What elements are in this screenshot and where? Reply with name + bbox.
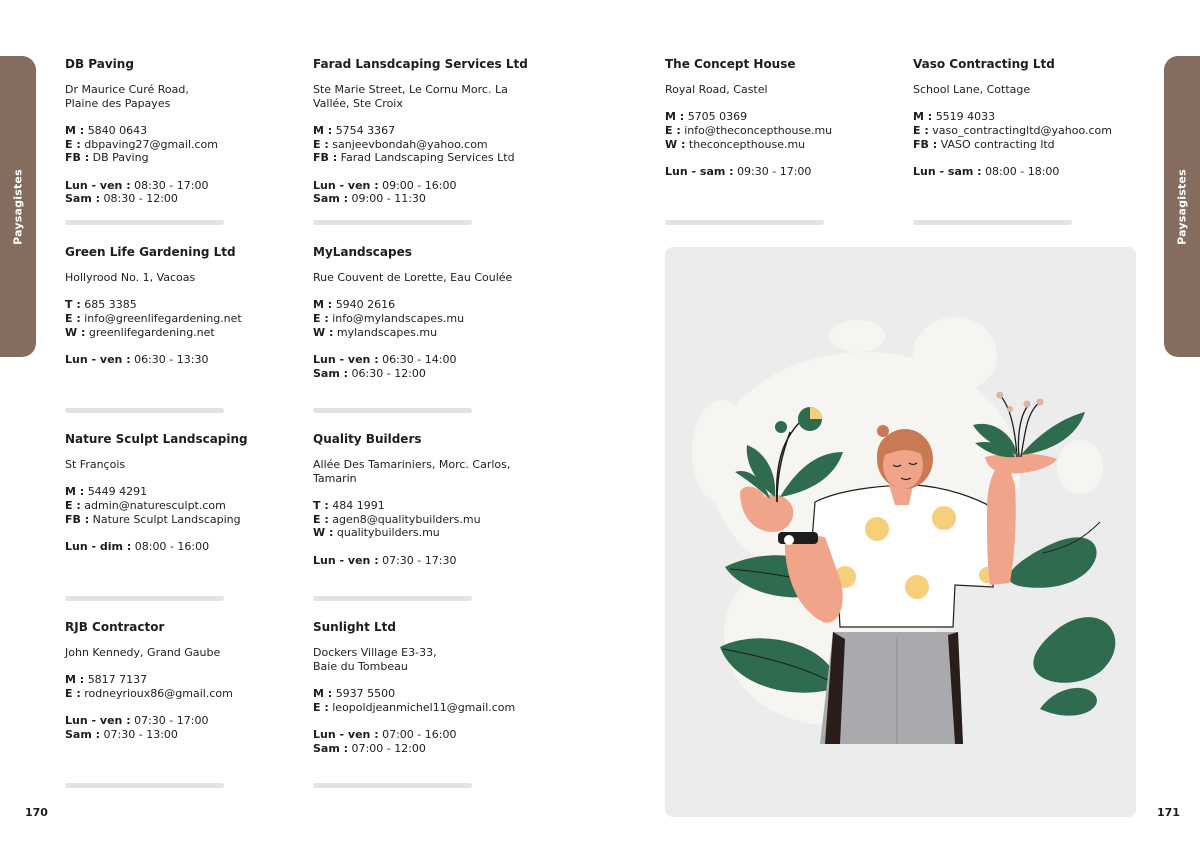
contact-line	[313, 526, 553, 540]
contact-value: 5840 0643	[87, 123, 148, 137]
contact-key: FB :	[313, 151, 338, 165]
contact-key: W :	[665, 137, 686, 151]
address-line: Baie du Tombeau	[313, 659, 408, 673]
contact-key: E :	[313, 700, 329, 714]
separator-rule	[65, 783, 224, 788]
contact-details	[65, 485, 305, 526]
hours-line	[65, 540, 305, 554]
contact-key: M :	[665, 110, 685, 124]
contact-details	[913, 110, 1153, 151]
address-line: Rue Couvent de Lorette, Eau Coulée	[313, 271, 513, 284]
contact-value: dbpaving27@gmail.com	[84, 137, 218, 151]
hours-line	[65, 714, 305, 728]
address-line: John Kennedy, Grand Gaube	[65, 646, 221, 659]
section-tab-left	[0, 56, 36, 357]
hours-time: 06:30 - 14:00	[382, 352, 457, 366]
contact-line	[65, 312, 305, 326]
contact-key: E :	[65, 686, 81, 700]
company-entry	[65, 432, 305, 567]
contact-value: 5817 7137	[87, 673, 148, 687]
address-line: St François	[65, 458, 126, 471]
contact-value: Nature Sculpt Landscaping	[92, 512, 241, 526]
hours-time: 08:00 - 18:00	[985, 164, 1060, 178]
company-entry	[313, 57, 553, 219]
hours-line	[313, 728, 553, 742]
hours-days: Lun - sam :	[665, 164, 734, 178]
contact-line	[913, 138, 1153, 152]
hours-days: Lun - ven :	[65, 352, 131, 366]
contact-key: E :	[65, 311, 81, 325]
opening-hours	[65, 714, 305, 741]
hours-days: Lun - ven :	[313, 727, 379, 741]
contact-line	[913, 110, 1153, 124]
contact-key: E :	[665, 123, 681, 137]
hours-time: 06:30 - 12:00	[351, 366, 426, 380]
opening-hours	[913, 165, 1153, 179]
contact-key: T :	[65, 298, 81, 312]
company-entry	[65, 57, 305, 219]
contact-key: M :	[313, 686, 333, 700]
hours-time: 07:00 - 12:00	[351, 741, 426, 755]
opening-hours	[65, 179, 305, 206]
opening-hours	[313, 554, 553, 568]
contact-key: FB :	[65, 512, 90, 526]
contact-value: 484 1991	[332, 498, 385, 512]
hours-days: Sam :	[65, 192, 101, 206]
separator-rule	[313, 408, 472, 413]
contact-key: M :	[313, 298, 333, 312]
opening-hours	[65, 353, 305, 367]
company-entry	[665, 57, 905, 192]
hours-time: 07:30 - 13:00	[103, 727, 178, 741]
hours-time: 07:30 - 17:00	[134, 714, 209, 728]
contact-key: E :	[313, 137, 329, 151]
separator-rule	[913, 220, 1072, 225]
company-name: The Concept House	[665, 57, 796, 71]
contact-value: 5449 4291	[87, 485, 148, 499]
contact-details	[65, 298, 305, 339]
hours-days: Lun - ven :	[313, 553, 379, 567]
contact-line	[65, 499, 305, 513]
company-entry	[313, 432, 553, 581]
contact-key: M :	[313, 123, 333, 137]
contact-line	[65, 298, 305, 312]
company-entry	[313, 245, 553, 394]
company-name: Farad Lansdcaping Services Ltd	[313, 57, 528, 71]
company-address	[313, 83, 553, 110]
contact-line	[65, 687, 305, 701]
company-entry	[65, 245, 305, 380]
contact-value: DB Paving	[92, 151, 149, 165]
contact-line	[65, 673, 305, 687]
hours-line	[665, 165, 905, 179]
hours-days: Lun - sam :	[913, 164, 982, 178]
contact-details	[65, 124, 305, 165]
hours-time: 06:30 - 13:30	[134, 352, 209, 366]
contact-line	[313, 298, 553, 312]
contact-line	[65, 513, 305, 527]
contact-value: leopoldjeanmichel11@gmail.com	[332, 700, 516, 714]
address-line: Ste Marie Street, Le Cornu Morc. La	[313, 83, 508, 96]
separator-rule	[313, 596, 472, 601]
company-name: DB Paving	[65, 57, 134, 71]
company-name: MyLandscapes	[313, 245, 412, 259]
contact-key: E :	[313, 512, 329, 526]
contact-value: admin@naturesculpt.com	[84, 498, 226, 512]
hours-days: Lun - ven :	[313, 178, 379, 192]
hours-line	[313, 742, 553, 756]
section-tab-label: Paysagistes	[1175, 168, 1189, 245]
contact-value: greenlifegardening.net	[88, 325, 215, 339]
contact-key: E :	[65, 498, 81, 512]
company-name: Sunlight Ltd	[313, 620, 396, 634]
company-name: Vaso Contracting Ltd	[913, 57, 1055, 71]
company-name: Nature Sculpt Landscaping	[65, 432, 248, 446]
contact-line	[65, 124, 305, 138]
contact-key: M :	[913, 110, 933, 124]
company-address	[313, 458, 553, 485]
opening-hours	[313, 728, 553, 755]
contact-line	[313, 124, 553, 138]
contact-key: E :	[913, 123, 929, 137]
contact-value: info@theconcepthouse.mu	[684, 123, 833, 137]
company-name: Quality Builders	[313, 432, 422, 446]
company-entry	[65, 620, 305, 755]
address-line: Tamarin	[313, 471, 357, 485]
contact-line	[313, 326, 553, 340]
company-address	[65, 458, 305, 472]
separator-rule	[313, 783, 472, 788]
contact-key: M :	[65, 673, 85, 687]
address-line: Dr Maurice Curé Road,	[65, 83, 189, 96]
contact-line	[665, 138, 905, 152]
company-entry	[313, 620, 553, 769]
opening-hours	[313, 179, 553, 206]
contact-key: W :	[65, 325, 86, 339]
opening-hours	[665, 165, 905, 179]
contact-key: T :	[313, 498, 329, 512]
company-address	[665, 83, 905, 97]
contact-line	[313, 687, 553, 701]
hours-days: Lun - ven :	[313, 352, 379, 366]
page-number-left: 170	[25, 806, 48, 819]
hours-line	[65, 179, 305, 193]
hours-days: Lun - ven :	[65, 178, 131, 192]
contact-key: M :	[65, 123, 85, 137]
contact-line	[313, 312, 553, 326]
contact-details	[313, 687, 553, 714]
contact-key: FB :	[65, 151, 90, 165]
contact-value: VASO contracting ltd	[940, 137, 1055, 151]
address-line: School Lane, Cottage	[913, 83, 1031, 96]
hours-days: Sam :	[313, 366, 349, 380]
address-line: Allée Des Tamariniers, Morc. Carlos,	[313, 458, 511, 471]
separator-rule	[665, 220, 824, 225]
contact-line	[665, 110, 905, 124]
contact-line	[913, 124, 1153, 138]
company-entry	[913, 57, 1153, 192]
contact-line	[65, 138, 305, 152]
hours-time: 09:30 - 17:00	[737, 164, 812, 178]
contact-details	[665, 110, 905, 151]
address-line: Hollyrood No. 1, Vacoas	[65, 271, 196, 284]
hours-line	[65, 353, 305, 367]
address-line: Plaine des Papayes	[65, 96, 171, 110]
contact-line	[313, 138, 553, 152]
company-address	[913, 83, 1153, 97]
company-address	[313, 646, 553, 673]
hours-time: 08:30 - 12:00	[103, 192, 178, 206]
contact-line	[65, 485, 305, 499]
separator-rule	[313, 220, 472, 225]
company-address	[65, 83, 305, 110]
company-name: Green Life Gardening Ltd	[65, 245, 236, 259]
hours-time: 07:00 - 16:00	[382, 727, 457, 741]
hours-line	[313, 353, 553, 367]
contact-value: sanjeevbondah@yahoo.com	[332, 137, 488, 151]
contact-line	[65, 151, 305, 165]
section-tab-label: Paysagistes	[11, 168, 25, 245]
hours-days: Sam :	[65, 727, 101, 741]
address-line: Dockers Village E3-33,	[313, 646, 437, 659]
contact-details	[313, 499, 553, 540]
contact-value: 5937 5500	[335, 686, 396, 700]
contact-value: 5754 3367	[335, 123, 396, 137]
contact-line	[313, 513, 553, 527]
company-address	[65, 271, 305, 285]
contact-value: rodneyrioux86@gmail.com	[84, 686, 233, 700]
contact-line	[65, 326, 305, 340]
opening-hours	[313, 353, 553, 380]
contact-value: info@greenlifegardening.net	[84, 311, 242, 325]
hours-days: Lun - ven :	[65, 714, 131, 728]
contact-value: 5705 0369	[687, 110, 748, 124]
hours-time: 09:00 - 16:00	[382, 178, 457, 192]
gardener-illustration	[665, 247, 1136, 817]
contact-details	[313, 124, 553, 165]
hours-line	[313, 192, 553, 206]
hours-time: 08:00 - 16:00	[134, 539, 210, 553]
contact-value: 685 3385	[84, 298, 137, 312]
hours-time: 07:30 - 17:30	[382, 553, 457, 567]
contact-key: FB :	[913, 137, 938, 151]
contact-value: qualitybuilders.mu	[336, 526, 440, 540]
hours-time: 08:30 - 17:00	[134, 178, 209, 192]
address-line: Royal Road, Castel	[665, 83, 768, 96]
contact-key: E :	[65, 137, 81, 151]
hours-line	[313, 179, 553, 193]
contact-line	[313, 151, 553, 165]
hours-line	[313, 367, 553, 381]
hours-line	[913, 165, 1153, 179]
hours-line	[65, 728, 305, 742]
opening-hours	[65, 540, 305, 554]
hours-line	[313, 554, 553, 568]
contact-key: W :	[313, 526, 334, 540]
hours-time: 09:00 - 11:30	[351, 192, 426, 206]
company-name: RJB Contractor	[65, 620, 165, 634]
contact-line	[665, 124, 905, 138]
contact-value: mylandscapes.mu	[336, 325, 438, 339]
hours-line	[65, 192, 305, 206]
contact-value: vaso_contractingltd@yahoo.com	[932, 123, 1112, 137]
contact-value: 5940 2616	[335, 298, 396, 312]
contact-line	[313, 499, 553, 513]
contact-details	[65, 673, 305, 700]
hours-days: Lun - dim :	[65, 539, 132, 553]
hours-days: Sam :	[313, 192, 349, 206]
contact-key: W :	[313, 325, 334, 339]
address-line: Vallée, Ste Croix	[313, 96, 403, 110]
contact-value: Farad Landscaping Services Ltd	[340, 151, 515, 165]
separator-rule	[65, 596, 224, 601]
contact-key: E :	[313, 311, 329, 325]
separator-rule	[65, 220, 224, 225]
hours-days: Sam :	[313, 741, 349, 755]
contact-details	[313, 298, 553, 339]
company-address	[65, 646, 305, 660]
page-number-right: 171	[1157, 806, 1180, 819]
contact-value: theconcepthouse.mu	[688, 137, 806, 151]
contact-value: agen8@qualitybuilders.mu	[332, 512, 481, 526]
company-address	[313, 271, 553, 285]
contact-value: info@mylandscapes.mu	[332, 311, 465, 325]
contact-line	[313, 701, 553, 715]
contact-value: 5519 4033	[935, 110, 996, 124]
contact-key: M :	[65, 485, 85, 499]
separator-rule	[65, 408, 224, 413]
section-tab-right	[1164, 56, 1200, 357]
gardener-illustration-art	[665, 247, 1136, 817]
